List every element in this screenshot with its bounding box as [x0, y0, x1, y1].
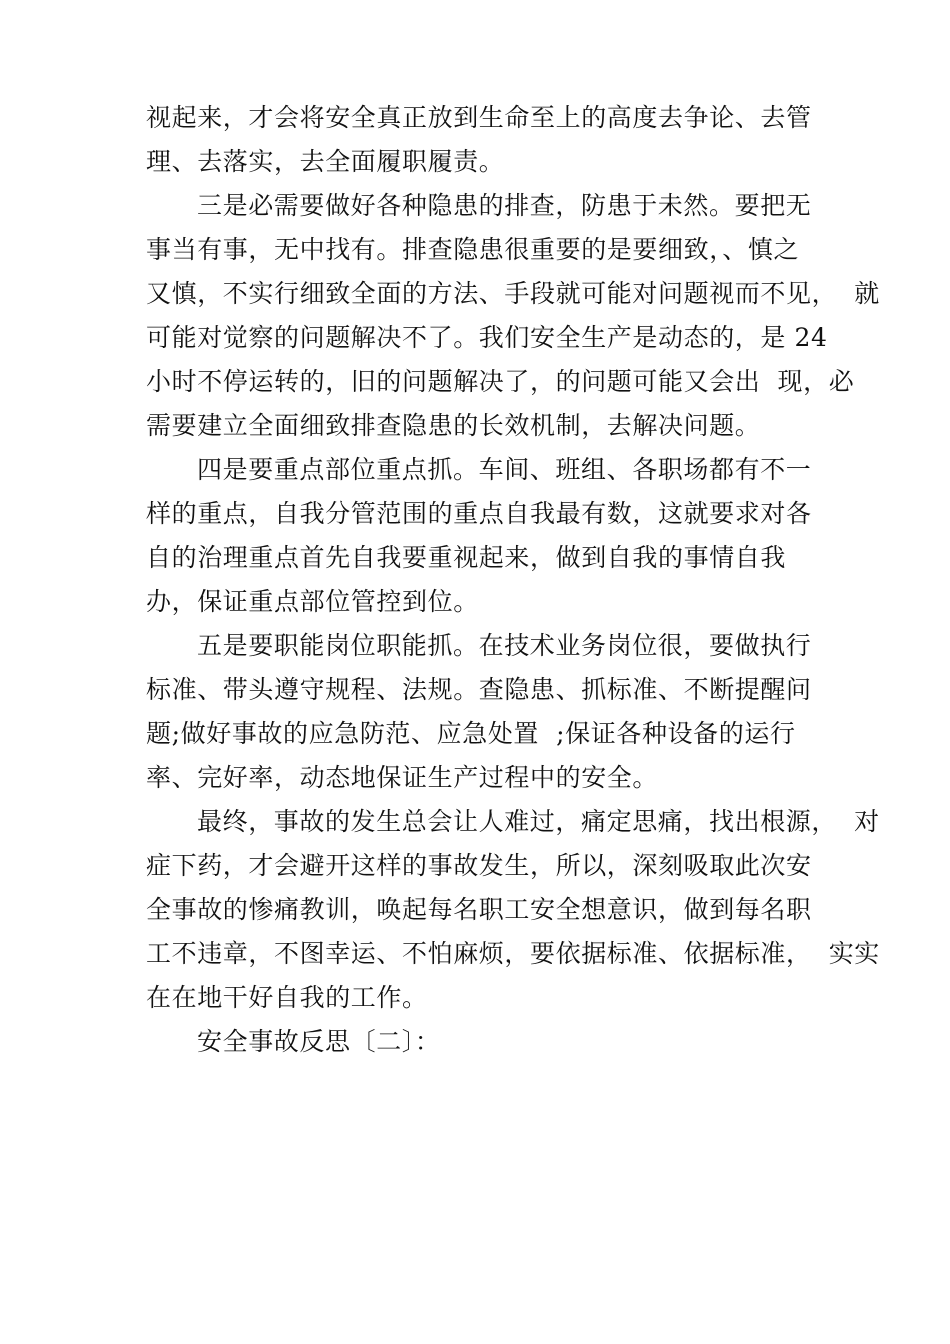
text-line: 工不违章，不图幸运、不怕麻烦，要依据标准、依据标准， 实实 [146, 939, 880, 968]
text-line: 理、去落实，去全面履职履责。 [146, 147, 505, 176]
text-line: 样的重点，自我分管范围的重点自我最有数，这就要求对各 [146, 499, 812, 528]
paragraph-first-line: 最终，事故的发生总会让人难过，痛定思痛，找出根源， 对 [197, 807, 880, 836]
section-heading: 安全事故反思〔二〕： [197, 1027, 441, 1056]
paragraph-first-line: 四是要重点部位重点抓。车间、班组、各职场都有不一 [197, 455, 812, 484]
text-line: 标准、带头遵守规程、法规。查隐患、抓标准、不断提醒问 [146, 675, 812, 704]
paragraph-first-line: 五是要职能岗位职能抓。在技术业务岗位很，要做执行 [197, 631, 812, 660]
text-line: 可能对觉察的问题解决不了。我们安全生产是动态的，是 24 [146, 323, 828, 352]
text-line: 在在地干好自我的工作。 [146, 983, 428, 1012]
text-line: 视起来，才会将安全真正放到生命至上的高度去争论、去管 [146, 103, 812, 132]
text-line: 办，保证重点部位管控到位。 [146, 587, 479, 616]
text-line: 全事故的惨痛教训，唤起每名职工安全想意识，做到每名职 [146, 895, 812, 924]
text-line: 需要建立全面细致排查隐患的长效机制，去解决问题。 [146, 411, 761, 440]
paragraph-first-line: 三是必需要做好各种隐患的排查，防患于未然。要把无 [197, 191, 812, 220]
text-line: 症下药，才会避开这样的事故发生，所以，深刻吸取此次安 [146, 851, 812, 880]
text-line: 小时不停运转的，旧的问题解决了，的问题可能又会出 现，必 [146, 367, 855, 396]
text-line: 事当有事，无中找有。排查隐患很重要的是要细致，、慎之 [146, 235, 800, 264]
text-line: 又慎，不实行细致全面的方法、手段就可能对问题视而不见， 就 [146, 279, 880, 308]
text-line: 率、完好率，动态地保证生产过程中的安全。 [146, 763, 659, 792]
text-line: 自的治理重点首先自我要重视起来，做到自我的事情自我 [146, 543, 787, 572]
text-line: 题;做好事故的应急防范、应急处置 ;保证各种设备的运行 [146, 719, 796, 748]
